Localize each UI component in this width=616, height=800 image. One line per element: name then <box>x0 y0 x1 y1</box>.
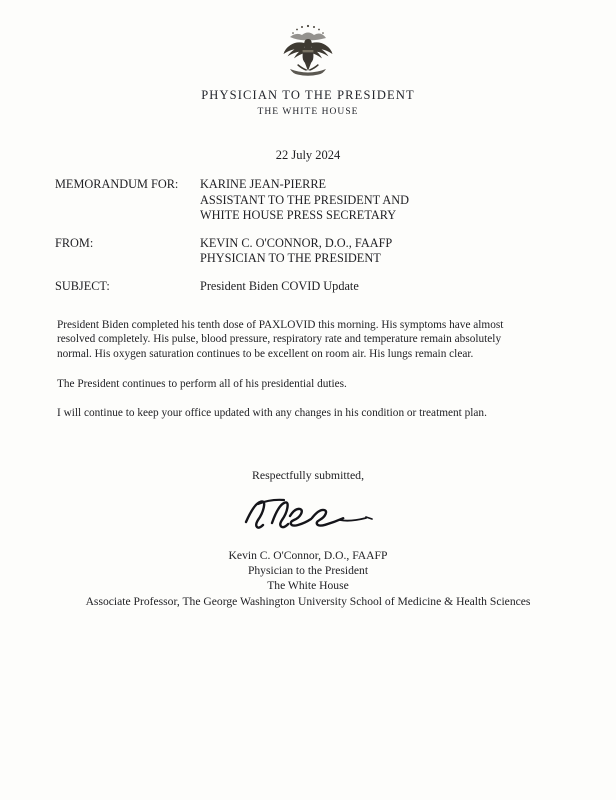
memo-date: 22 July 2024 <box>275 148 341 162</box>
letterhead <box>0 88 616 117</box>
presidential-eagle-seal-icon <box>276 22 340 80</box>
letterhead-line-2: THE WHITE HOUSE <box>257 107 359 117</box>
recipient-title-line-1: ASSISTANT TO THE PRESIDENT AND <box>200 192 410 207</box>
field-label: MEMORANDUM FOR: <box>55 177 179 191</box>
body-paragraph-2: The President continues to perform all of his presidential duties. <box>57 378 347 391</box>
letterhead-line-1: PHYSICIAN TO THE PRESIDENT <box>201 88 415 102</box>
field-value <box>200 177 565 224</box>
subject-text: President Biden COVID Update <box>200 278 359 293</box>
field-label: FROM: <box>55 235 94 250</box>
seal-container <box>0 22 616 85</box>
signature-block <box>0 548 616 609</box>
memo-body <box>57 318 535 434</box>
signer-name: Kevin C. O'Connor, D.O., FAAFP <box>228 549 388 562</box>
sender-name: KEVIN C. O'CONNOR, D.O., FAAFP <box>200 235 393 250</box>
memo-header-fields <box>55 177 565 306</box>
field-value <box>200 236 565 267</box>
field-subject <box>55 279 565 295</box>
body-paragraph-3: I will continue to keep your office updated with any changes in his condition or treatment plan. <box>57 406 487 419</box>
recipient-title-line-2: WHITE HOUSE PRESS SECRETARY <box>200 208 397 222</box>
field-label: SUBJECT: <box>55 278 110 293</box>
handwritten-signature-icon <box>0 492 616 540</box>
recipient-name: KARINE JEAN-PIERRE <box>200 177 327 191</box>
field-memorandum-for <box>55 177 565 224</box>
closing-salutation: Respectfully submitted, <box>251 468 365 482</box>
signer-affiliation: Associate Professor, The George Washington University School of Medicine & Health Sciences <box>85 594 531 608</box>
signer-title: Physician to the President <box>247 564 369 578</box>
sender-title: PHYSICIAN TO THE PRESIDENT <box>200 251 381 265</box>
body-paragraph-1: President Biden completed his tenth dose of PAXLOVID this morning. His symptoms have almost resolved completely. His pulse, blood pressure, respiratory rate and temperature remain absolutely normal. His oxygen saturation continues to be excellent on room air. His lungs remain clear. <box>57 319 504 360</box>
field-from <box>55 236 565 267</box>
signer-organization: The White House <box>267 579 349 593</box>
